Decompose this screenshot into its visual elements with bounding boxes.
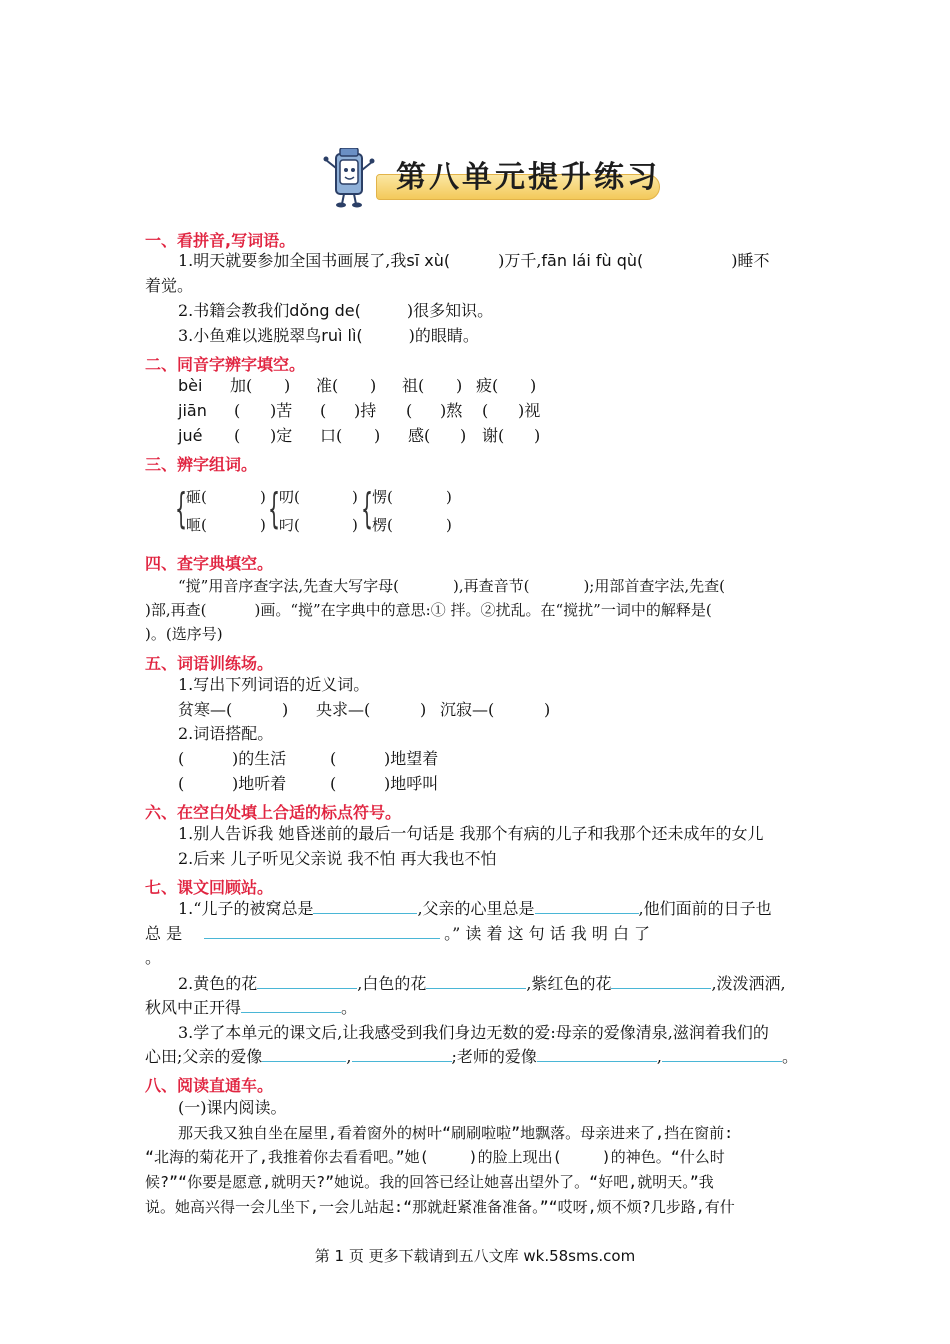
s3-group-1-item: 咂( <box>186 516 207 534</box>
s2-row-bei-pinyin: bèi <box>178 376 203 395</box>
s2-row-jue-item: ( <box>234 426 241 445</box>
s3-group-2-item: ) <box>352 488 358 506</box>
answer-blank[interactable] <box>204 924 440 939</box>
s7-text: ;老师的爱像 <box>451 1047 537 1066</box>
section-5-heading: 五、词语训练场。 <box>145 654 274 673</box>
s2-row-jue-item: 口( <box>320 426 343 445</box>
s7-question-1-end: 。 <box>145 948 162 967</box>
s2-row-jue-item: ) <box>534 426 541 445</box>
s2-row-jue-item: 谢( <box>482 426 505 445</box>
s7-question-3: 3.学了本单元的课文后,让我感受到我们身边无数的爱:母亲的爱像清泉,滋润着我们的 <box>178 1023 769 1042</box>
s2-row-jue-item: ) <box>460 426 467 445</box>
s6-question-2: 2.后来 儿子听见父亲说 我不怕 再大我也不怕 <box>178 849 497 868</box>
section-2-heading: 二、同音字辨字填空。 <box>145 355 306 374</box>
s3-group-2-item: 叨( <box>279 488 300 506</box>
s5-synonym-item: 沉寂—( <box>440 700 495 719</box>
s2-row-bei-item: ) <box>530 376 537 395</box>
s5-synonym-item: 央求—( <box>316 700 371 719</box>
s5-match-item: )地听着 <box>232 774 287 793</box>
book-mascot-icon <box>322 148 378 210</box>
section-6-heading: 六、在空白处填上合适的标点符号。 <box>145 803 402 822</box>
s3-group-2-item: ) <box>352 516 358 534</box>
s4-line-1 <box>178 576 725 596</box>
answer-blank[interactable] <box>257 974 357 989</box>
s1-q1-end: )睡不 <box>731 251 770 270</box>
s5-synonym-item: ) <box>282 700 289 719</box>
s3-group-3-item: ) <box>446 516 452 534</box>
s7-text: 2.黄色的花 <box>178 974 258 993</box>
s2-row-jian-item: )熬 <box>440 401 463 420</box>
reading-line-3: 候?”“你要是愿意,就明天?”她说。我的回答已经让她喜出望外了。“好吧,就明天。”我 <box>145 1173 714 1191</box>
s2-row-jue-item: )定 <box>270 426 293 445</box>
s1-q3-end: )的眼睛。 <box>408 326 479 345</box>
s1-question-2 <box>178 301 493 321</box>
brace-icon: { <box>268 484 281 533</box>
s2-row-jue-item: ) <box>374 426 381 445</box>
s1-question-3 <box>178 326 479 346</box>
brace-icon: { <box>175 484 188 533</box>
s5-match-item: ( <box>178 749 185 768</box>
s7-question-1 <box>178 899 772 919</box>
s7-text: 总 是 <box>145 924 183 943</box>
s7-text: ,白色的花 <box>357 974 427 993</box>
s7-text: 。 <box>341 998 358 1017</box>
s7-text: ,父亲的心里总是 <box>417 899 535 918</box>
s5-match-item: )地呼叫 <box>384 774 439 793</box>
section-4-heading: 四、查字典填空。 <box>145 554 274 573</box>
s7-text: , <box>346 1047 352 1066</box>
answer-blank[interactable] <box>426 974 526 989</box>
s5-match-item: ( <box>178 774 185 793</box>
s1-question-1-cont: 着觉。 <box>145 276 194 295</box>
answer-blank[interactable] <box>537 1047 657 1062</box>
s6-question-1: 1.别人告诉我 她昏迷前的最后一句话是 我那个有病的儿子和我那个还未成年的女儿 <box>178 824 764 843</box>
s1-q2-text: 2.书籍会教我们 <box>178 301 290 320</box>
s5-synonym-item: ) <box>420 700 427 719</box>
answer-blank[interactable] <box>611 974 711 989</box>
s5-synonym-item: 贫寒—( <box>178 700 233 719</box>
s1-question-1 <box>178 251 770 271</box>
s4-text: );用部首查字法,先查( <box>583 577 725 595</box>
answer-blank[interactable] <box>352 1047 452 1062</box>
s1-q1-text: 1.明天就要参加全国书画展了,我 <box>178 251 407 270</box>
s7-question-2 <box>178 974 786 994</box>
s5-question-2: 2.词语搭配。 <box>178 724 274 743</box>
s4-line-3: )。(选序号) <box>145 625 223 643</box>
section-8-heading: 八、阅读直通车。 <box>145 1076 274 1095</box>
s1-q2-end: )很多知识。 <box>406 301 494 320</box>
answer-blank[interactable] <box>535 899 639 914</box>
answer-blank[interactable] <box>313 899 417 914</box>
answer-blank[interactable] <box>662 1047 782 1062</box>
s2-row-jian-item: ( <box>234 401 241 420</box>
s2-row-bei-item: 加( <box>230 376 253 395</box>
reading-text: “北海的菊花开了,我推着你去看看吧。”她( <box>145 1148 429 1166</box>
answer-blank[interactable] <box>262 1047 346 1062</box>
s2-row-bei-item: ) <box>370 376 377 395</box>
section-1-heading: 一、看拼音,写词语。 <box>145 231 296 250</box>
s5-question-1: 1.写出下列词语的近义词。 <box>178 675 370 694</box>
s2-row-jian-item: )视 <box>518 401 541 420</box>
s5-synonym-item: ) <box>544 700 551 719</box>
s4-text: )部,再查( <box>145 601 207 619</box>
s5-match-item: )地望着 <box>384 749 439 768</box>
title-banner <box>318 140 668 210</box>
s5-match-item: ( <box>330 774 337 793</box>
s1-q1-pinyin-2: fān lái fù qù( <box>541 251 644 270</box>
reading-text: )的神色。“什么时 <box>601 1148 725 1166</box>
s4-text: “搅”用音序查字法,先查大写字母( <box>178 577 399 595</box>
s2-row-jian-item: ( <box>482 401 489 420</box>
s1-q1-mid: )万千, <box>498 251 542 270</box>
s2-row-jian-pinyin: jiān <box>178 401 207 420</box>
s7-text: ,泼泼洒洒, <box>711 974 786 993</box>
s4-text: ),再查音节( <box>452 577 530 595</box>
s3-group-2-item: 叼( <box>279 516 300 534</box>
s7-text: 心田;父亲的爱像 <box>145 1047 263 1066</box>
s1-q1-pinyin-1: sī xù( <box>406 251 451 270</box>
s3-group-3-item: ) <box>446 488 452 506</box>
s7-text: ,他们面前的日子也 <box>638 899 772 918</box>
s7-text: 。 <box>782 1047 799 1066</box>
answer-blank[interactable] <box>241 998 341 1013</box>
s3-group-1-item: ) <box>260 516 266 534</box>
s2-row-jian-item: ( <box>406 401 413 420</box>
s3-group-1-item: 砸( <box>186 488 207 506</box>
reading-text: )的脸上现出( <box>468 1148 562 1166</box>
s4-text: )画。“搅”在字典中的意思:① 拌。②扰乱。在“搅扰”一词中的解释是( <box>254 601 712 619</box>
s8-subheading: (一)课内阅读。 <box>178 1098 287 1117</box>
page-title: 第八单元提升练习 <box>396 160 660 195</box>
s7-text: , <box>656 1047 662 1066</box>
s7-text: 。” 读 着 这 句 话 我 明 白 了 <box>444 924 651 943</box>
s4-line-2 <box>145 600 712 620</box>
s7-text: 1.“儿子的被窝总是 <box>178 899 314 918</box>
s3-group-3-item: 愣( <box>372 488 393 506</box>
s2-row-bei-item: 疲( <box>476 376 499 395</box>
s2-row-jue-pinyin: jué <box>178 426 203 445</box>
s1-q2-pinyin: dǒng de( <box>289 301 361 320</box>
s2-row-bei-item: 祖( <box>402 376 425 395</box>
s3-group-1-item: ) <box>260 488 266 506</box>
s5-match-item: )的生活 <box>232 749 287 768</box>
s7-text: 秋风中正开得 <box>145 998 242 1017</box>
page-footer: 第 1 页 更多下载请到五八文库 wk.58sms.com <box>314 1247 636 1265</box>
s7-question-2-cont <box>145 998 357 1018</box>
s1-q3-pinyin: ruì lì( <box>321 326 363 345</box>
s2-row-bei-item: 准( <box>316 376 339 395</box>
s3-group-3-item: 楞( <box>372 516 393 534</box>
s2-row-bei-item: ) <box>456 376 463 395</box>
reading-line-4: 说。她高兴得一会儿坐下,一会儿站起:“那就赶紧准备准备。”“哎呀,烦不烦?几步路,有什 <box>145 1198 735 1216</box>
s1-q3-text: 3.小鱼难以逃脱翠鸟 <box>178 326 322 345</box>
s2-row-jue-item: 感( <box>408 426 431 445</box>
reading-line-2 <box>145 1147 725 1167</box>
s2-row-jian-item: )持 <box>354 401 377 420</box>
s7-text: ,紫红色的花 <box>526 974 612 993</box>
section-3-heading: 三、辨字组词。 <box>145 455 258 474</box>
s7-question-1-cont <box>145 924 650 944</box>
s7-question-3-cont <box>145 1047 798 1067</box>
section-7-heading: 七、课文回顾站。 <box>145 878 274 897</box>
s2-row-jian-item: )苦 <box>270 401 293 420</box>
brace-icon: { <box>361 484 374 533</box>
s2-row-bei-item: ) <box>284 376 291 395</box>
s2-row-jian-item: ( <box>320 401 327 420</box>
reading-line-1: 那天我又独自坐在屋里,看着窗外的树叶“刷刷啦啦”地飘落。母亲进来了,挡在窗前: <box>178 1124 734 1142</box>
s5-match-item: ( <box>330 749 337 768</box>
